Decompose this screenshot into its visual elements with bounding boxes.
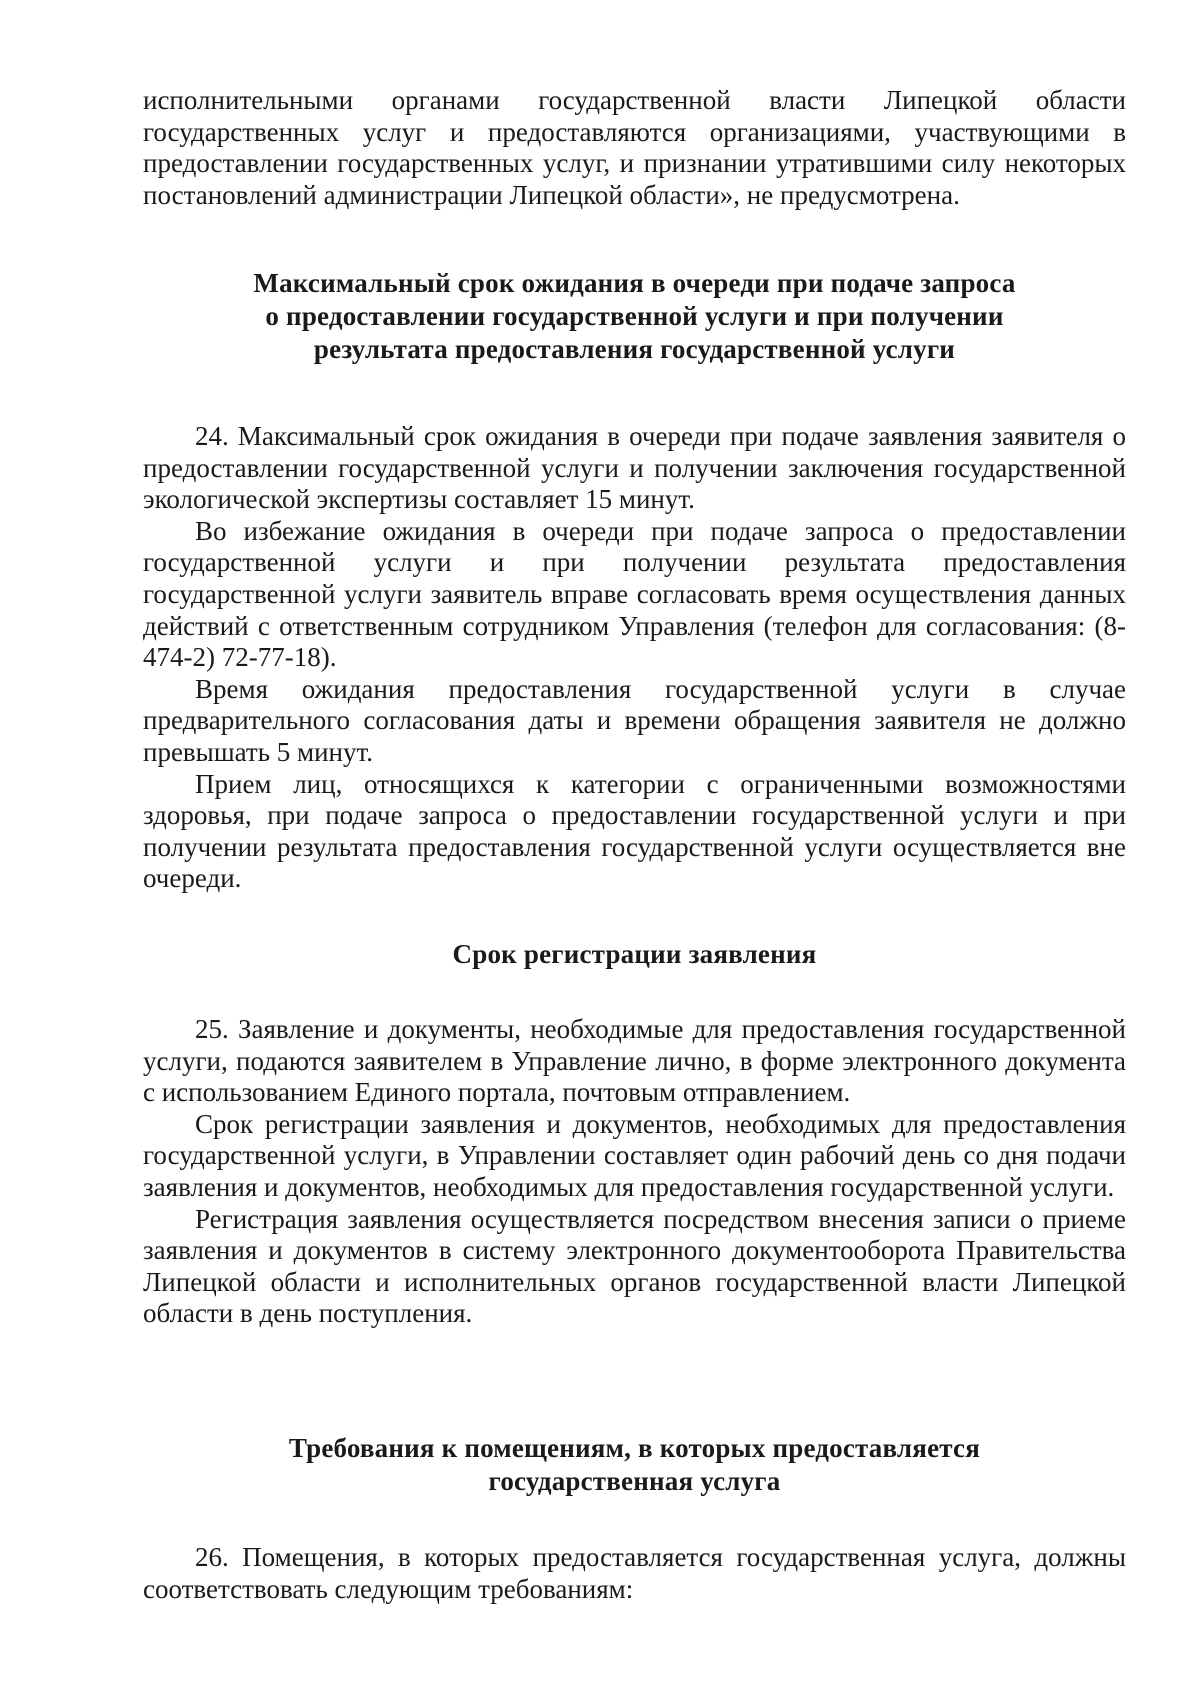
paragraph-24: 24. Максимальный срок ожидания в очереди при подаче заявления заявителя о предоставлении государственной услуги и получении заключения государственной экологической экспертизы составляет 15 минут. <box>143 421 1126 515</box>
section-body-premises <box>143 1542 1126 1605</box>
heading-line: Максимальный срок ожидания в очереди при подаче запроса <box>253 268 1016 298</box>
paragraph-registration-method: Регистрация заявления осуществляется посредством внесения записи о приеме заявления и документов в систему электронного документооборота Правительства Липецкой области и исполнительных органов государственной власти Липецкой области в день поступления. <box>143 1203 1126 1329</box>
heading-line: государственная услуга <box>488 1466 781 1496</box>
heading-line: Срок регистрации заявления <box>452 939 817 969</box>
paragraph-26: 26. Помещения, в которых предоставляется государственная услуга, должны соответствовать следующим требованиям: <box>143 1542 1126 1604</box>
continuation-paragraph: исполнительными органами государственной власти Липецкой области государственных услуг и предоставляются организациями, участвующими в предоставлении государственных услуг, и признании утратившими силу некоторых постановлений администрации Липецкой области», не предусмотрена. <box>143 85 1126 210</box>
section-body-waiting-time <box>143 421 1126 895</box>
heading-line: результата предоставления государственной услуги <box>313 334 956 364</box>
paragraph-25: 25. Заявление и документы, необходимые для предоставления государственной услуги, подаются заявителем в Управление лично, в форме электронного документа с использованием Единого портала, почтовым отправлением. <box>143 1014 1126 1108</box>
heading-line: о предоставлении государственной услуги и при получении <box>265 301 1004 331</box>
paragraph-wait-time: Время ожидания предоставления государственной услуги в случае предварительного согласования даты и времени обращения заявителя не должно превышать 5 минут. <box>143 673 1126 767</box>
section-heading-waiting-time <box>143 267 1126 366</box>
section-body-registration <box>143 1014 1126 1330</box>
section-heading-premises <box>143 1432 1126 1498</box>
section-heading-registration <box>143 938 1126 971</box>
paragraph-registration-term: Срок регистрации заявления и документов, необходимых для предоставления государственной услуги, в Управлении составляет один рабочий день со дня подачи заявления и документов, необходимых для предоставления государственной услуги. <box>143 1108 1126 1202</box>
paragraph-avoid-queue: Во избежание ожидания в очереди при подаче запроса о предоставлении государственной услуги и при получении результата предоставления государственной услуги заявитель вправе согласовать время осуществления данных действий с ответственным сотрудником Управления (телефон для согласования: (8-474-2) 72-77-18). <box>143 515 1126 673</box>
heading-line: Требования к помещениям, в которых предоставляется <box>288 1433 981 1463</box>
paragraph-priority-reception: Прием лиц, относящихся к категории с ограниченными возможностями здоровья, при подаче запроса о предоставлении государственной услуги и при получении результата предоставления государственной услуги осуществляется вне очереди. <box>143 768 1126 894</box>
